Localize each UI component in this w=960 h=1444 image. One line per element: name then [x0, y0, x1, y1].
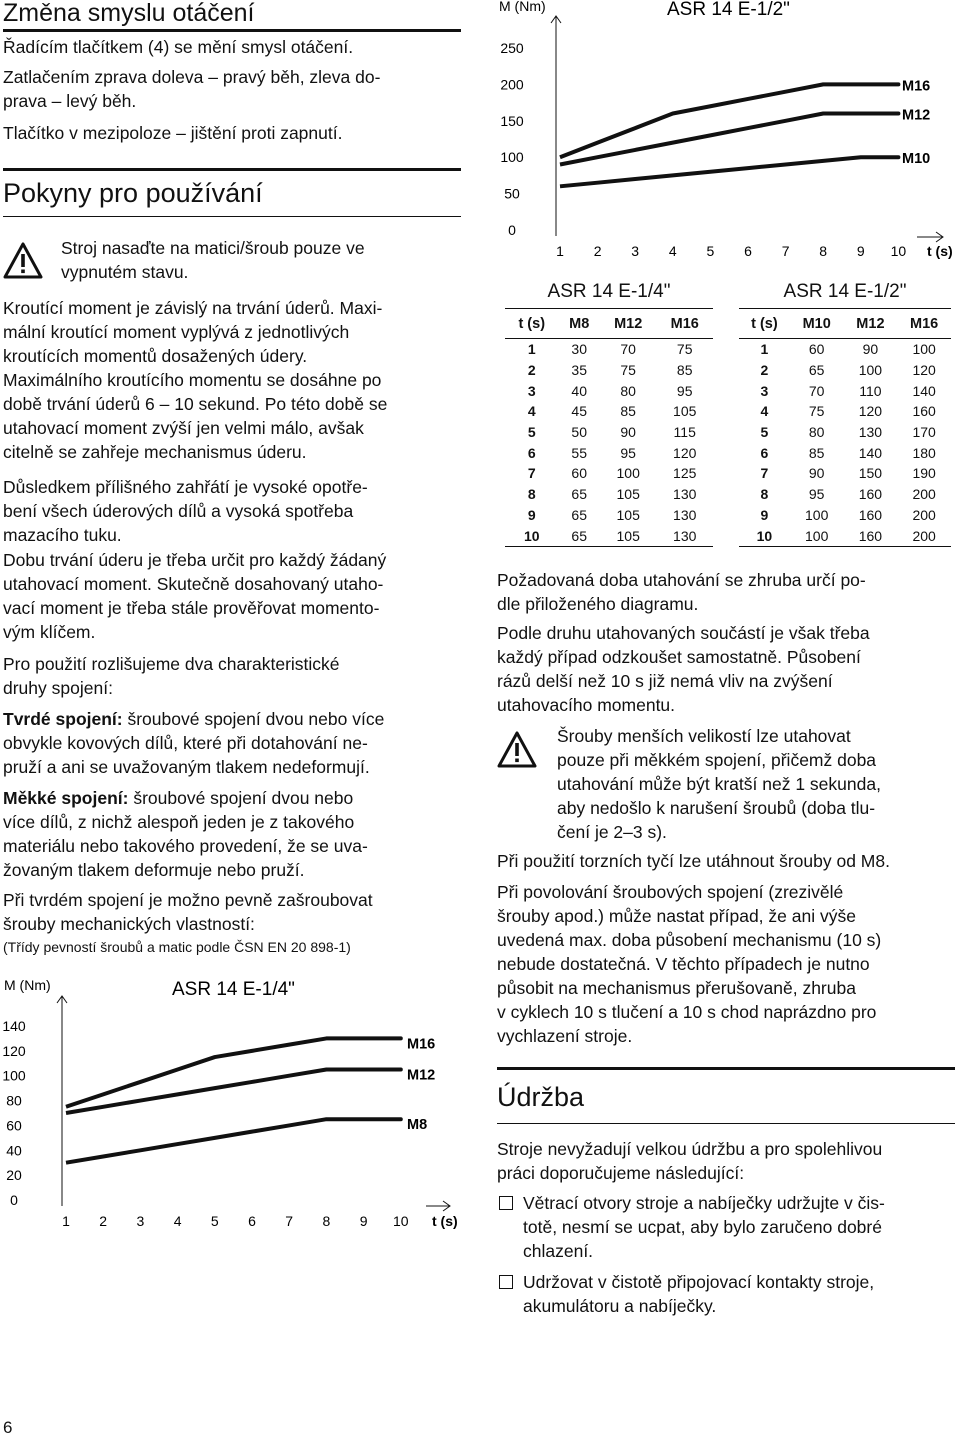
table-cell: 110	[859, 382, 882, 399]
text-line: Udržovat v čistotě připojovací kontakty stroje,	[523, 1272, 875, 1292]
table-cell: 35	[571, 362, 587, 379]
series-label: M16	[407, 1036, 436, 1053]
y-tick-label: 100	[500, 149, 524, 166]
table-cell: 85	[676, 362, 693, 379]
table-row	[739, 401, 951, 422]
table-cell: 65	[571, 486, 587, 503]
torque-paragraph	[3, 296, 387, 464]
text-line: vací moment je třeba stále prověřovat momento-	[3, 598, 380, 618]
y-tick-label: 50	[504, 185, 520, 202]
table-cell: 60	[808, 341, 825, 358]
text-line: totě, nesmí se ucpat, aby bylo zaručeno dobré	[523, 1217, 882, 1237]
warning-text-line: vypnutém stavu.	[61, 262, 189, 282]
table-row	[505, 360, 713, 381]
table-1-4-block	[505, 281, 713, 547]
x-tick-label: 5	[210, 1213, 219, 1229]
table-row	[739, 380, 951, 401]
table-cell: 140	[912, 382, 936, 399]
table-cell: 180	[912, 444, 936, 461]
text-line: žovaným tlakem deformuje nebo pruží.	[3, 860, 305, 880]
table-header-cell: M8	[558, 309, 599, 339]
text-line: Kroutící moment je závislý na trvání úderů. Maxi-	[3, 298, 383, 318]
table-1-2-block	[739, 281, 951, 547]
text-line: uvedená max. doba působení mechanismu (10 s)	[497, 930, 882, 950]
table-cell: 40	[571, 382, 587, 399]
table-cell: 95	[676, 382, 693, 399]
required-time-paragraph	[497, 568, 866, 616]
table-row	[739, 422, 951, 443]
x-tick-label: 1	[62, 1213, 70, 1229]
y-tick-label: 0	[508, 222, 516, 238]
text-line: Při tvrdém spojení je možno pevně zašroubovat	[3, 890, 373, 910]
table-cell: 80	[808, 424, 825, 441]
table-cell: 75	[808, 403, 825, 420]
text-line: mazacího tuku.	[3, 525, 122, 545]
table-header-cell: M12	[844, 309, 898, 339]
table-cell: 70	[620, 341, 636, 358]
table-cell: 50	[571, 424, 587, 441]
series-line-m8	[66, 1119, 401, 1163]
table-cell: 200	[897, 525, 951, 546]
heading-underline	[497, 1123, 955, 1124]
x-tick-label: 9	[359, 1213, 368, 1229]
text-line: druhy spojení:	[3, 678, 113, 698]
heat-paragraph	[3, 475, 368, 547]
text-line: Maximálního kroutícího momentu se dosáhne po	[3, 370, 382, 390]
table-cell: 3	[527, 382, 536, 399]
table-1-2-title: ASR 14 E-1/2"	[783, 281, 907, 302]
duration-paragraph	[3, 548, 386, 644]
warning-icon	[3, 242, 43, 280]
table-row	[505, 525, 713, 546]
text-line: akumulátoru a nabíječky.	[523, 1296, 717, 1316]
torque-table-1-2	[739, 308, 951, 547]
x-tick-label: 5	[706, 243, 715, 259]
maintenance-paragraph	[497, 1137, 882, 1185]
text-line: utahovacího momentu.	[497, 695, 676, 715]
text-line: dle přiloženého diagramu.	[497, 594, 699, 614]
heading-underline	[3, 216, 461, 217]
y-axis-label: M (Nm)	[499, 0, 546, 14]
heading-rule	[3, 29, 461, 32]
text-line: pruží a ani se uvažovaným tlakem nedeformují.	[3, 757, 370, 777]
table-cell: 4	[527, 403, 536, 420]
table-cell: 120	[912, 362, 936, 379]
table-cell: 95	[620, 444, 636, 461]
table-cell: 70	[808, 382, 825, 399]
text-line: materiálu nebo takového provedení, že se uva-	[3, 836, 368, 856]
table-cell: 100	[912, 341, 936, 358]
table-cell: 90	[808, 465, 825, 482]
text-line: v cyklech 10 s tlučení a 10 s chod naprázdno pro	[497, 1002, 877, 1022]
text-line: Šrouby menších velikostí lze utahovat	[557, 726, 851, 746]
table-cell: 65	[571, 506, 587, 523]
table-cell: 90	[620, 424, 636, 441]
text-line: Požadovaná doba utahování se zhruba určí po-	[497, 570, 866, 590]
table-row	[739, 505, 951, 526]
table-cell: 125	[673, 465, 697, 482]
checkbox-bullet-icon	[499, 1196, 513, 1210]
soft-joint-term: Měkké spojení:	[3, 788, 129, 808]
text-line: Pro použití rozlišujeme dva charakteristické	[3, 654, 340, 674]
text-line: práci doporučujeme následující:	[497, 1163, 745, 1183]
table-row	[505, 422, 713, 443]
table-cell: 85	[808, 444, 825, 461]
table-cell: 80	[620, 382, 636, 399]
table-cell: 190	[912, 465, 936, 482]
table-header-cell: M12	[600, 309, 657, 339]
table-cell: 200	[912, 486, 936, 503]
table-cell: 60	[571, 465, 587, 482]
table-cell: 160	[912, 403, 936, 420]
table-row	[505, 505, 713, 526]
table-cell: 65	[558, 525, 599, 546]
y-tick-label: 0	[10, 1192, 18, 1208]
text-line: bení všech úderových dílů a vysoká spotřeba	[3, 501, 354, 521]
table-cell: 105	[616, 486, 640, 503]
series-label: M12	[407, 1067, 436, 1084]
table-cell: 160	[844, 525, 898, 546]
x-tick-label: 1	[556, 243, 564, 259]
series-label: M8	[407, 1117, 428, 1134]
x-tick-label: 3	[631, 243, 640, 259]
table-cell: 10	[739, 525, 790, 546]
rotation-text-2: Zatlačením zprava doleva – pravý běh, zleva do- prava – levý běh.	[3, 67, 381, 111]
text-line: obvykle kovových dílů, které při dotahování ne-	[3, 733, 368, 753]
table-cell: 170	[912, 424, 936, 441]
table-header-cell: M16	[656, 309, 713, 339]
text-line: vým klíčem.	[3, 622, 96, 642]
table-1-4-title: ASR 14 E-1/4"	[547, 281, 671, 302]
table-row	[505, 339, 713, 360]
table-cell: 7	[760, 465, 769, 482]
hard-joint-definition: Tvrdé spojení: šroubové spojení dvou nebo více obvykle kovových dílů, které při dotahování ne- pruží a ani se uvažovaným tlakem nedeformují.	[3, 709, 385, 777]
x-axis-label: t (s)	[927, 243, 953, 259]
table-header-cell: M10	[790, 309, 844, 339]
table-cell: 75	[620, 362, 636, 379]
table-cell: 150	[858, 465, 883, 482]
text-line: Stroje nevyžadují velkou údržbu a pro spolehlivou	[497, 1139, 883, 1159]
text-line: kroutících momentů dosažených údery.	[3, 346, 308, 366]
text-line: Důsledkem přílišného zahřátí je vysoké opotře-	[3, 477, 368, 497]
text-line: vychlazení stroje.	[497, 1026, 633, 1046]
table-cell: 120	[673, 444, 697, 461]
text-line: rázů delší než 10 s již nemá vliv na zvýšení	[497, 671, 833, 691]
table-cell: 200	[912, 506, 936, 523]
table-cell: 5	[527, 424, 536, 441]
table-cell: 1	[760, 341, 769, 358]
usage-heading: Pokyny pro používání	[3, 178, 263, 208]
table-cell: 30	[571, 341, 587, 358]
x-tick-label: 7	[285, 1213, 294, 1229]
x-tick-label: 2	[593, 243, 602, 259]
series-label: M16	[902, 78, 931, 95]
series-label: M10	[902, 151, 931, 168]
table-cell: 8	[760, 486, 769, 503]
types-paragraph	[3, 652, 340, 700]
table-header-cell: t (s)	[505, 309, 558, 339]
table-cell: 8	[527, 486, 536, 503]
rotation-text-3: Tlačítko v mezipoloze – jištění proti zapnutí.	[3, 123, 343, 143]
y-tick-label: 100	[2, 1067, 26, 1084]
table-header-cell: M16	[897, 309, 951, 339]
table-cell: 130	[858, 424, 883, 441]
hard-joint-paragraph	[3, 888, 373, 936]
y-tick-label: 150	[500, 112, 524, 129]
text-line: čení je 2–3 s).	[557, 822, 667, 842]
table-row	[739, 463, 951, 484]
table-cell: 75	[676, 341, 693, 358]
table-row	[505, 380, 713, 401]
text-line: době trvání úderů 6 – 10 sekund. Po této době se	[3, 394, 388, 414]
torque-chart-1-2	[495, 0, 960, 270]
x-tick-label: 2	[99, 1213, 108, 1229]
torsion-bar-paragraph: Při použití torzních tyčí lze utáhnout šrouby od M8.	[497, 851, 890, 871]
table-cell: 160	[858, 506, 883, 523]
table-cell: 100	[790, 525, 844, 546]
chart-title: ASR 14 E-1/2"	[667, 0, 790, 20]
rotation-heading: Změna smyslu otáčení	[3, 0, 255, 27]
table-cell: 85	[620, 403, 636, 420]
warning-text-line: Stroj nasaďte na matici/šroub pouze ve	[61, 238, 365, 258]
x-tick-label: 4	[668, 243, 677, 259]
y-tick-label: 40	[6, 1142, 22, 1159]
rotation-text-1: Řadícím tlačítkem (4) se mění smysl otáčení.	[3, 37, 354, 57]
text-line: působit na mechanismus přerušovaně, zhruba	[497, 978, 856, 998]
y-axis-label: M (Nm)	[4, 977, 51, 993]
table-cell: 105	[600, 525, 657, 546]
y-tick-label: 120	[2, 1042, 26, 1059]
text-line: Větrací otvory stroje a nabíječky udržujte v čis-	[523, 1193, 885, 1213]
text-line: Dobu trvání úderu je třeba určit pro každý žádaný	[3, 550, 387, 570]
x-tick-label: 8	[819, 243, 828, 259]
text-line: Podle druhu utahovaných součástí je však třeba	[497, 623, 870, 643]
table-cell: 100	[805, 506, 829, 523]
y-tick-label: 140	[2, 1018, 26, 1034]
y-tick-label: 20	[6, 1167, 22, 1184]
section-rule	[497, 1067, 955, 1070]
maintenance-item	[497, 1191, 885, 1263]
table-row	[505, 401, 713, 422]
checkbox-bullet-icon	[499, 1275, 513, 1289]
text-line: utahování může být kratší než 1 sekunda,	[557, 774, 881, 794]
text-line: aby nedošlo k narušení šroubů (doba tlu-	[557, 798, 876, 818]
table-cell: 140	[858, 444, 883, 461]
table-header-cell: t (s)	[739, 309, 790, 339]
table-cell: 10	[505, 525, 558, 546]
x-tick-label: 10	[393, 1213, 409, 1229]
strength-class-note: (Třídy pevností šroubů a matic podle ČSN EN 20 898-1)	[3, 939, 351, 955]
table-row	[739, 360, 951, 381]
text-line: každý případ odzkoušet samostatně. Působení	[497, 647, 861, 667]
y-tick-label: 80	[6, 1092, 22, 1109]
table-cell: 6	[527, 444, 536, 461]
x-axis-label: t (s)	[432, 1213, 458, 1229]
table-cell: 130	[673, 506, 697, 523]
torque-table-1-4	[505, 308, 713, 547]
y-tick-label: 200	[500, 76, 524, 93]
x-tick-label: 6	[744, 243, 752, 259]
x-tick-label: 9	[856, 243, 865, 259]
text-line: šrouby mechanických vlastností:	[3, 914, 255, 934]
x-tick-label: 6	[248, 1213, 256, 1229]
text-line: mální kroutící moment vyplývá z jednotlivých	[3, 322, 350, 342]
table-cell: 2	[760, 362, 769, 379]
series-line-m16	[66, 1038, 401, 1106]
test-paragraph	[497, 621, 870, 717]
text-line: pouze při měkkém spojení, přičemž doba	[557, 750, 877, 770]
table-row	[505, 442, 713, 463]
table-cell: 9	[760, 506, 769, 523]
text-line: utahovací moment. Skutečně dosahovaný utaho-	[3, 574, 384, 594]
series-line-m16	[560, 84, 898, 157]
table-cell: 115	[673, 424, 696, 441]
table-cell: 45	[571, 403, 587, 420]
table-cell: 3	[760, 382, 769, 399]
maintenance-heading: Údržba	[497, 1082, 585, 1112]
series-label: M12	[902, 107, 931, 124]
table-cell: 2	[527, 362, 536, 379]
table-cell: 105	[673, 403, 697, 420]
table-cell: 105	[616, 506, 640, 523]
table-row	[505, 463, 713, 484]
y-tick-label: 250	[500, 40, 524, 56]
table-cell: 100	[616, 465, 640, 482]
text-line: nebude dostatečná. V těchto případech je nutno	[497, 954, 870, 974]
table-cell: 55	[571, 444, 587, 461]
torque-chart-1-4	[0, 970, 470, 1230]
hard-joint-term: Tvrdé spojení:	[3, 709, 123, 729]
text-line: chlazení.	[523, 1241, 594, 1261]
x-tick-label: 4	[173, 1213, 182, 1229]
table-cell: 95	[808, 486, 825, 503]
table-cell: 130	[656, 525, 713, 546]
text-line: více dílů, z nichž alespoň jeden je z takového	[3, 812, 355, 832]
table-row	[505, 484, 713, 505]
table-row	[739, 525, 951, 546]
page-number: 6	[3, 1418, 13, 1437]
y-tick-label: 60	[6, 1117, 22, 1134]
text-line: utahovací moment zvýší jen velmi málo, avšak	[3, 418, 364, 438]
series-line-m10	[560, 157, 898, 186]
table-cell: 130	[673, 486, 697, 503]
x-tick-label: 10	[890, 243, 907, 259]
table-row	[739, 442, 951, 463]
warning-icon	[497, 731, 537, 769]
chart-title: ASR 14 E-1/4"	[172, 979, 295, 1000]
table-cell: 4	[760, 403, 769, 420]
table-cell: 9	[527, 506, 536, 523]
table-row	[739, 339, 951, 360]
table-cell: 1	[527, 341, 536, 358]
table-cell: 120	[858, 403, 883, 420]
text-line: šrouby apod.) může nastat případ, že ani výše	[497, 906, 856, 926]
table-cell: 5	[760, 424, 769, 441]
table-cell: 6	[760, 444, 769, 461]
loosening-paragraph	[497, 880, 881, 1048]
table-cell: 65	[808, 362, 825, 379]
maintenance-item	[497, 1270, 874, 1318]
x-tick-label: 8	[322, 1213, 331, 1229]
section-rule	[3, 168, 461, 171]
x-tick-label: 3	[136, 1213, 145, 1229]
table-row	[739, 484, 951, 505]
table-cell: 7	[527, 465, 536, 482]
soft-joint-definition: Měkké spojení: šroubové spojení dvou nebo více dílů, z nichž alespoň jeden je z takového materiálu nebo takového provedení, že se uva- žovaným tlakem deformuje nebo pruží.	[3, 788, 368, 880]
text-line: Při povolování šroubových spojení (zrezivělé	[497, 882, 844, 902]
table-cell: 90	[862, 341, 879, 358]
table-cell: 100	[858, 362, 883, 379]
x-tick-label: 7	[781, 243, 790, 259]
text-line: citelně se zahřeje mechanismus úderu.	[3, 442, 307, 462]
table-cell: 160	[858, 486, 883, 503]
